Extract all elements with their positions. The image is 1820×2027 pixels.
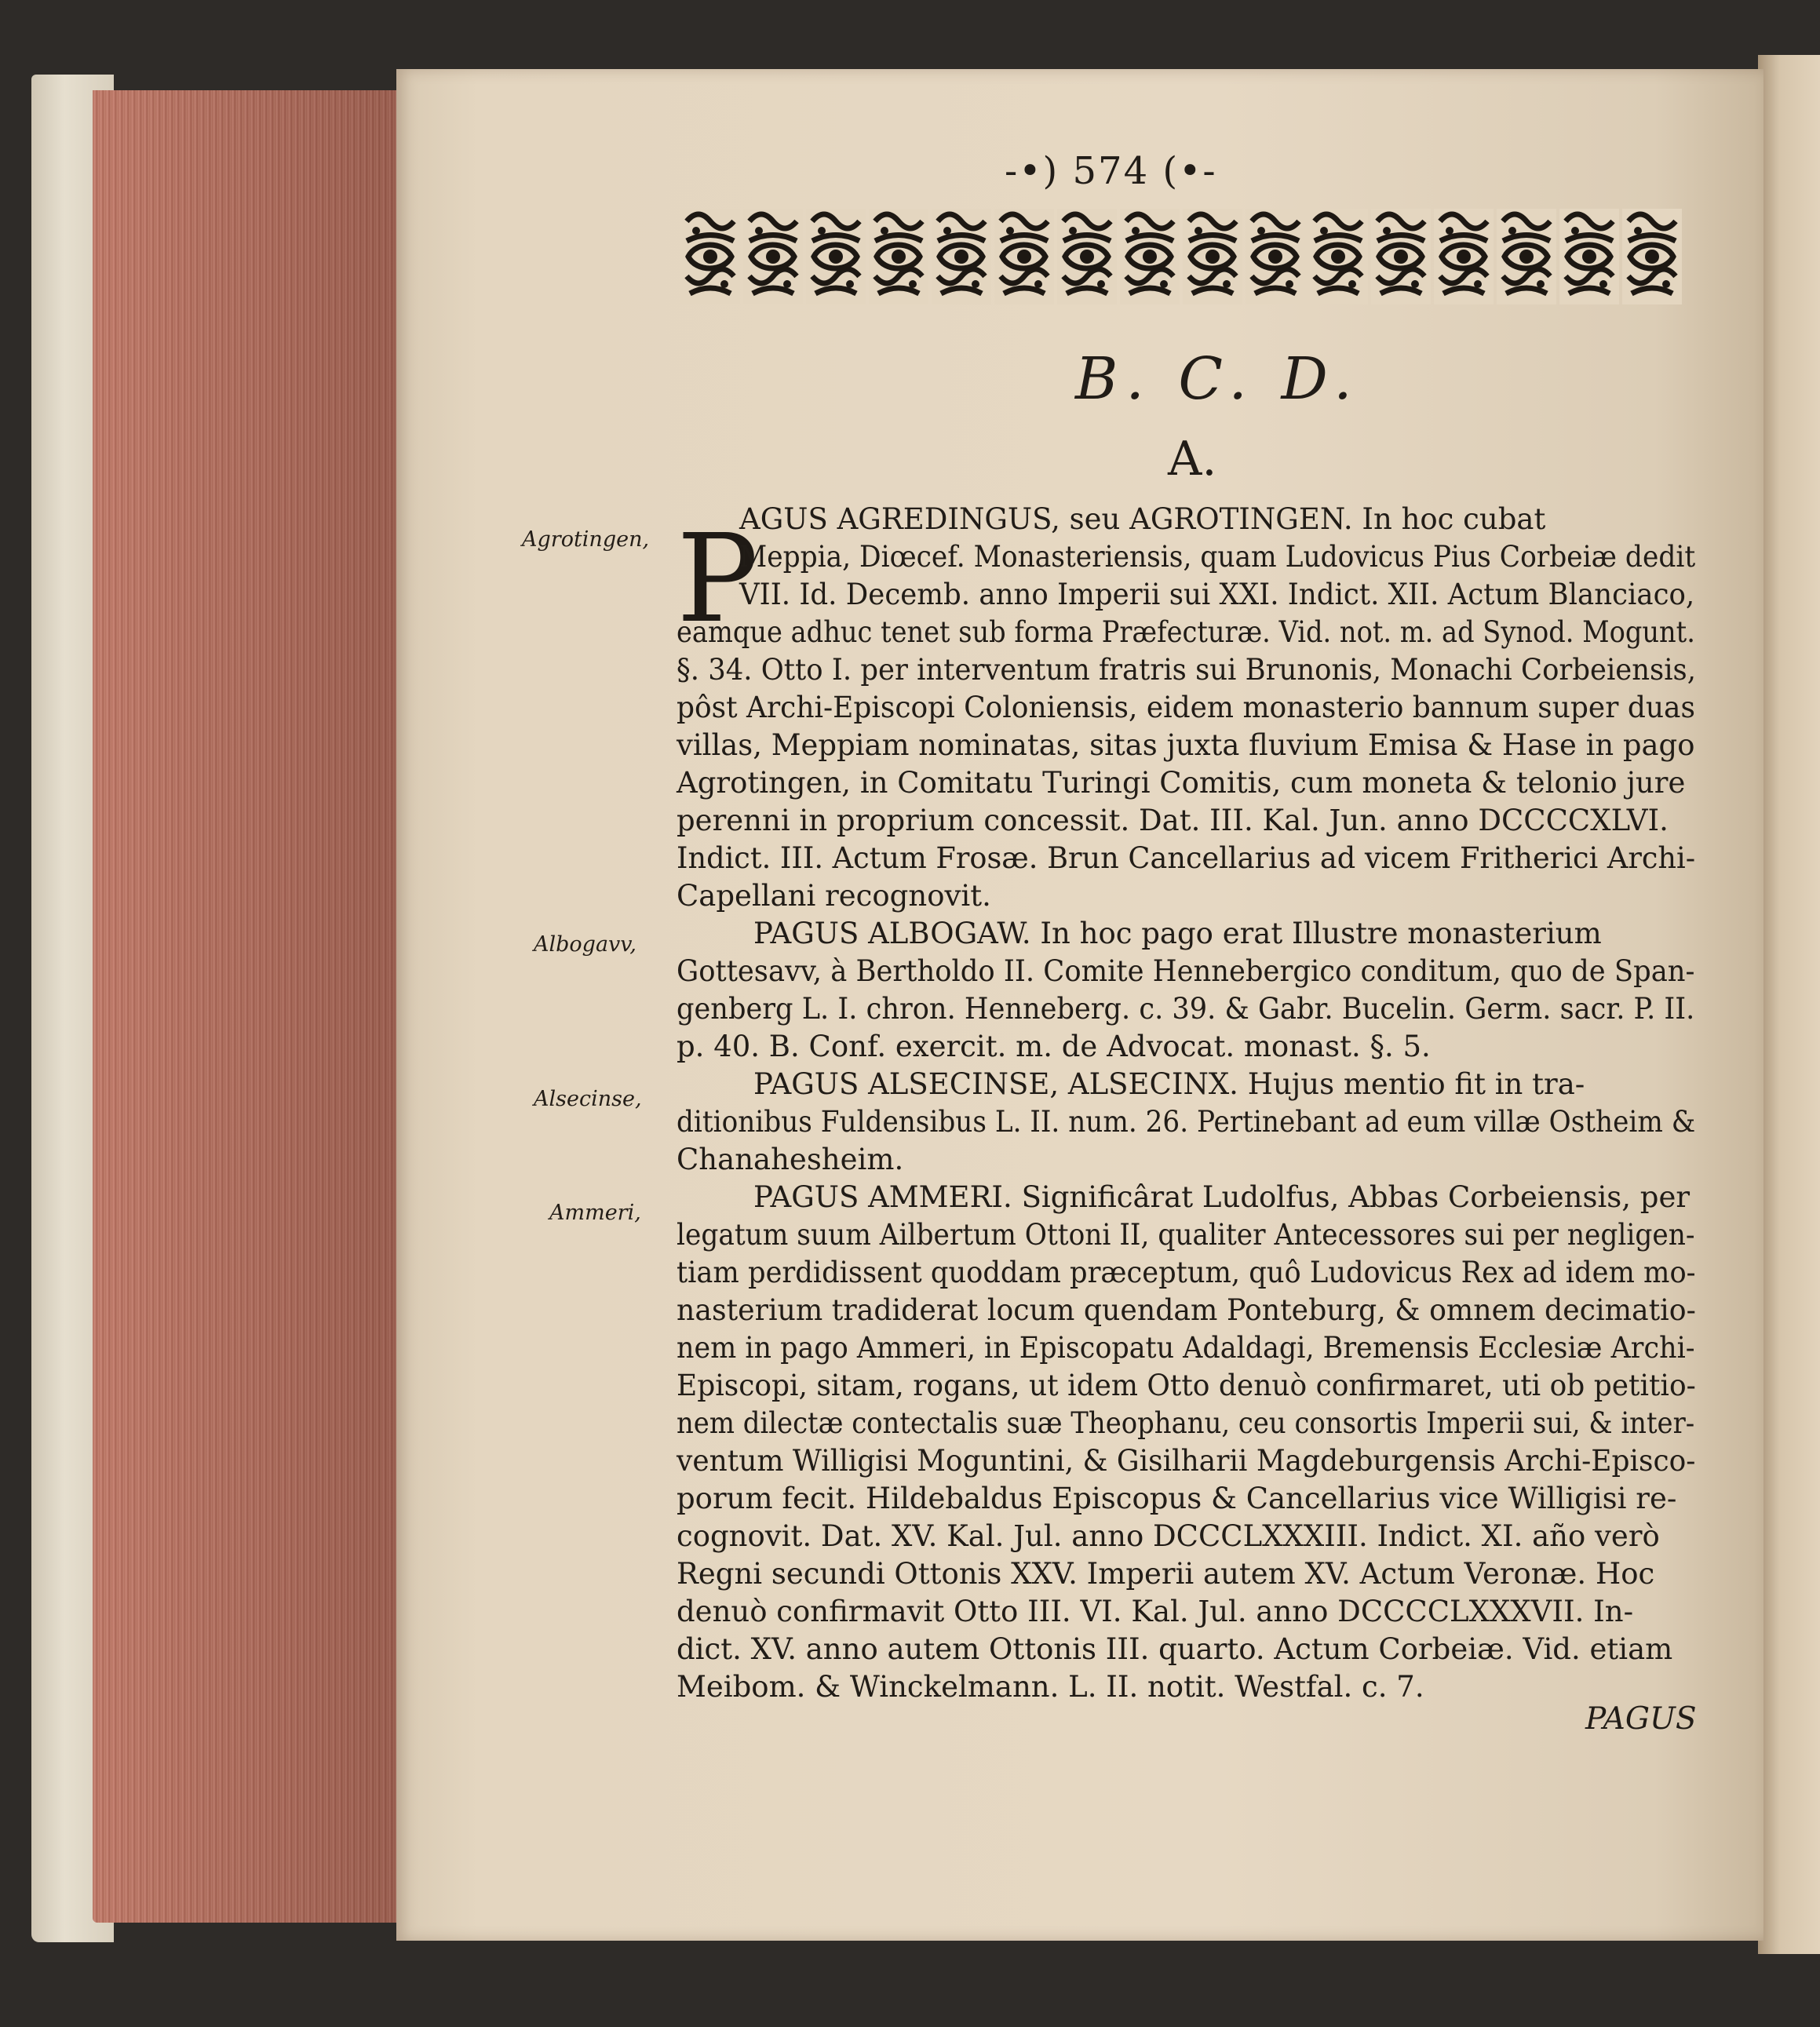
text-line: pôst Archi-Episcopi Coloniensis, eidem monasterio bannum super duas bbox=[677, 691, 1695, 724]
text-line: Capellani recognovit. bbox=[677, 879, 991, 913]
text-line: nem in pago Ammeri, in Episcopatu Adaldagi, Bremensis Ecclesiæ Archi- bbox=[677, 1331, 1695, 1365]
text-line: §. 34. Otto I. per interventum fratris sui Brunonis, Monachi Corbeiensis, bbox=[677, 653, 1696, 687]
text-line: PAGUS ALBOGAW. In hoc pago erat Illustre monasterium bbox=[753, 917, 1602, 950]
text-line: Regni secundi Ottonis XXV. Imperii autem XV. Actum Veronæ. Hoc bbox=[677, 1557, 1655, 1591]
text-line: Indict. III. Actum Frosæ. Brun Cancellarius ad vicem Fritherici Archi- bbox=[677, 841, 1696, 875]
catchword: PAGUS bbox=[1585, 1701, 1697, 1737]
decorative-headpiece bbox=[679, 206, 1685, 308]
text-line: cognovit. Dat. XV. Kal. Jul. anno DCCCLXXXIII. Indict. XI. año verò bbox=[677, 1519, 1660, 1553]
section-heading: A. bbox=[1168, 432, 1217, 487]
text-line: tiam perdidissent quoddam præceptum, quô Ludovicus Rex ad idem mo- bbox=[677, 1256, 1696, 1289]
text-line: PAGUS ALSECINSE, ALSECINX. Hujus mentio fit in tra- bbox=[753, 1067, 1585, 1101]
text-line: ditionibus Fuldensibus L. II. num. 26. Pertinebant ad eum villæ Ostheim & bbox=[677, 1105, 1696, 1139]
text-line: villas, Meppiam nominatas, sitas juxta fluvium Emisa & Hase in pago bbox=[677, 728, 1695, 762]
text-line: Chanahesheim. bbox=[677, 1143, 904, 1176]
text-line: eamque adhuc tenet sub forma Præfecturæ. Vid. not. m. ad Synod. Mogunt. bbox=[677, 615, 1695, 649]
facing-page-edge bbox=[1758, 55, 1820, 1954]
text-line: genberg L. I. chron. Henneberg. c. 39. & Gabr. Bucelin. Germ. sacr. P. II. bbox=[677, 992, 1695, 1026]
margin-note: Alsecinse, bbox=[534, 1087, 642, 1111]
text-line: denuò confirmavit Otto III. VI. Kal. Jul. anno DCCCCLXXXVII. In- bbox=[677, 1595, 1634, 1628]
text-line: AGUS AGREDINGUS, seu AGROTINGEN. In hoc cubat bbox=[739, 502, 1546, 536]
text-line: Meibom. & Winckelmann. L. II. notit. Westfal. c. 7. bbox=[677, 1670, 1424, 1704]
text-line: perenni in proprium concessit. Dat. III. Kal. Jun. anno DCCCCXLVI. bbox=[677, 804, 1669, 837]
text-line: porum fecit. Hildebaldus Episcopus & Cancellarius vice Willigisi re- bbox=[677, 1482, 1677, 1515]
text-line: ventum Willigisi Moguntini, & Gisilharii Magdeburgensis Archi-Episco- bbox=[677, 1444, 1696, 1478]
text-line: Agrotingen, in Comitatu Turingi Comitis, cum moneta & telonio jure bbox=[677, 766, 1686, 800]
drop-capital: P bbox=[677, 508, 759, 650]
margin-note: Ammeri, bbox=[549, 1201, 641, 1225]
page-number-header: -•) 574 (•- bbox=[1005, 149, 1217, 193]
text-line: nem dilectæ contectalis suæ Theophanu, ceu consortis Imperii sui, & inter- bbox=[677, 1406, 1695, 1440]
page-edges-shade bbox=[93, 90, 407, 1923]
text-line: Episcopi, sitam, rogans, ut idem Otto denuò confirmaret, uti ob petitio- bbox=[677, 1369, 1696, 1402]
text-line: p. 40. B. Conf. exercit. m. de Advocat. monast. §. 5. bbox=[677, 1030, 1431, 1063]
text-line: nasterium tradiderat locum quendam Ponteburg, & omnem decimatio- bbox=[677, 1293, 1696, 1327]
margin-note: Agrotingen, bbox=[522, 527, 650, 552]
text-line: legatum suum Ailbertum Ottoni II, qualiter Antecessores sui per negligen- bbox=[677, 1218, 1695, 1252]
text-line: dict. XV. anno autem Ottonis III. quarto. Actum Corbeiæ. Vid. etiam bbox=[677, 1632, 1673, 1666]
section-letters: B. C. D. bbox=[1075, 345, 1360, 413]
text-line: Gottesavv, à Bertholdo II. Comite Hennebergico conditum, quo de Span- bbox=[677, 954, 1695, 988]
text-line: Meppia, Diœcef. Monasteriensis, quam Ludovicus Pius Corbeiæ dedit bbox=[739, 540, 1696, 574]
margin-note: Albogavv, bbox=[534, 932, 636, 957]
text-line: PAGUS AMMERI. Significârat Ludolfus, Abbas Corbeiensis, per bbox=[753, 1180, 1691, 1214]
text-line: VII. Id. Decemb. anno Imperii sui XXI. Indict. XII. Actum Blanciaco, bbox=[739, 578, 1695, 611]
